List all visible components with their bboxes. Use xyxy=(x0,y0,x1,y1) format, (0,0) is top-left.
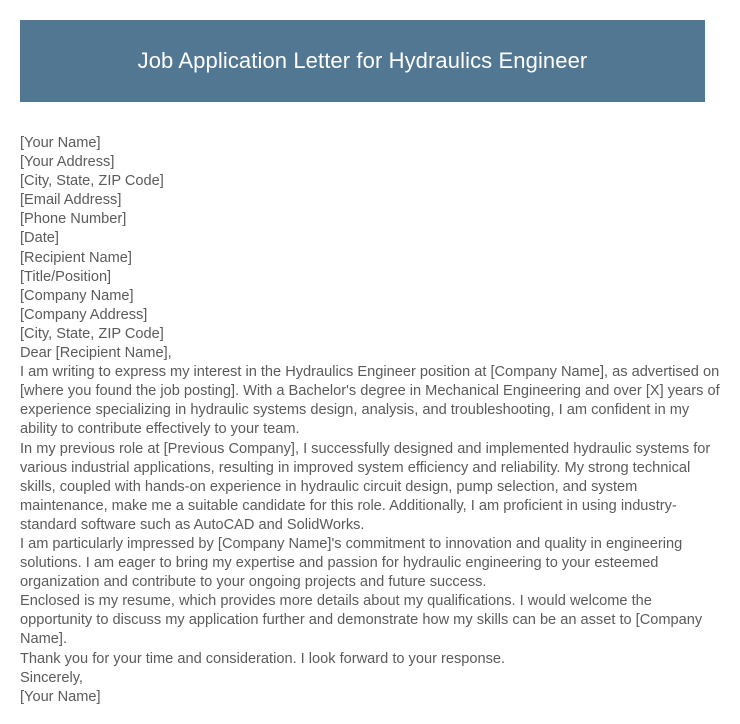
page-title: Job Application Letter for Hydraulics Engineer xyxy=(137,47,588,73)
recipient-city-line: [City, State, ZIP Code] xyxy=(20,325,164,342)
letter-paragraph-3: I am particularly impressed by [Company Name]'s commitment to innovation and quality in engineering solutions. I am eager to bring my expertise and passion for hydraulic engineering to your esteemed organization and contribute to your ongoing projects and future success. xyxy=(20,535,683,591)
recipient-title-line: [Title/Position] xyxy=(20,268,112,285)
sender-phone-line: [Phone Number] xyxy=(20,211,127,228)
date-line: [Date] xyxy=(20,230,59,247)
sender-email-line: [Email Address] xyxy=(20,192,122,209)
letter-paragraph-1: I am writing to express my interest in the Hydraulics Engineer position at [Company Name], as advertised on [where you found the job posting]. With a Bachelor's degree in Mechanical Engineering and over [X] years of experience specializing in hydraulic systems design, analysis, and troubleshooting, I am confident in my ability to contribute effectively to your team. xyxy=(20,364,720,438)
letter-body xyxy=(20,134,722,707)
document-header-banner xyxy=(20,20,705,102)
sender-address-line: [Your Address] xyxy=(20,154,115,171)
recipient-name-line: [Recipient Name] xyxy=(20,249,132,266)
signature-line: [Your Name] xyxy=(20,688,101,705)
sender-city-line: [City, State, ZIP Code] xyxy=(20,173,164,190)
sender-name-line: [Your Name] xyxy=(20,135,101,151)
letter-paragraph-2: In my previous role at [Previous Company], I successfully designed and implemented hydraulic systems for various industrial applications, resulting in improved system efficiency and reliability. My strong technical skills, coupled with hands-on experience in hydraulic circuit design, pump selection, and system maintenance, make me a suitable candidate for this role. Additionally, I am proficient in using industry-standard software such as AutoCAD and SolidWorks. xyxy=(20,440,711,533)
recipient-address-line: [Company Address] xyxy=(20,306,148,323)
letter-paragraph-4: Enclosed is my resume, which provides more details about my qualifications. I would welcome the opportunity to discuss my application further and demonstrate how my skills can be an asset to [Company Name]. xyxy=(20,593,703,648)
salutation-line: Dear [Recipient Name], xyxy=(20,345,172,362)
letter-paragraph-5: Thank you for your time and consideration. I look forward to your response. xyxy=(20,650,506,667)
recipient-company-line: [Company Name] xyxy=(20,287,134,304)
closing-line: Sincerely, xyxy=(20,669,83,686)
